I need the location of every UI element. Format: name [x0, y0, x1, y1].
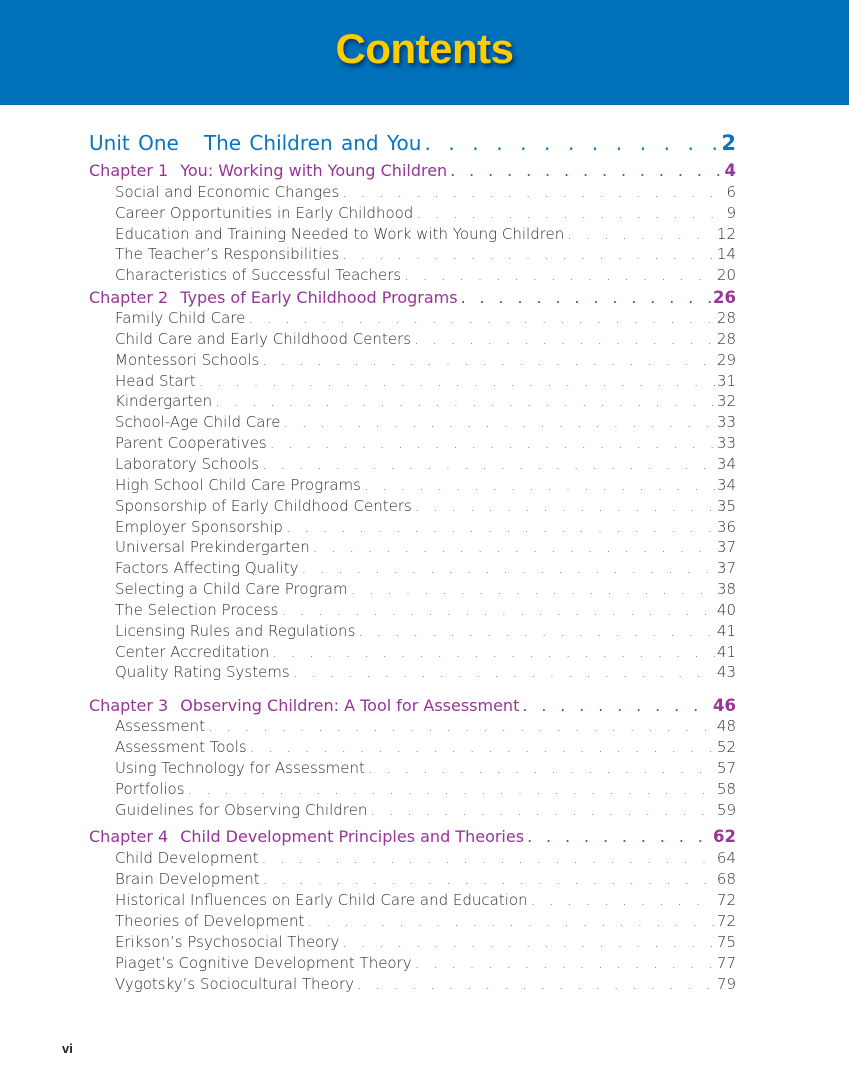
toc-section[interactable] — [115, 954, 736, 974]
chapter-page-number: 46 — [713, 696, 736, 715]
section-page-number: 77 — [716, 954, 736, 972]
section-page-number: 36 — [716, 518, 736, 536]
section-page-number: 34 — [716, 455, 736, 473]
toc-section[interactable] — [115, 330, 736, 350]
section-title: Vygotsky’s Sociocultural Theory — [115, 975, 355, 993]
section-title: Child Development — [115, 849, 259, 867]
unit-title: The Children and You — [203, 131, 422, 155]
toc-section[interactable] — [115, 225, 736, 245]
dot-leader — [281, 601, 714, 619]
section-title: Head Start — [115, 372, 196, 390]
section-page-number: 33 — [716, 434, 736, 452]
dot-leader — [342, 245, 715, 263]
chapter-page-number: 62 — [713, 827, 736, 846]
section-title: Characteristics of Successful Teachers — [115, 266, 402, 284]
section-title: Laboratory Schools — [115, 455, 260, 473]
section-page-number: 12 — [716, 225, 736, 243]
section-page-number: 35 — [716, 497, 736, 515]
dot-leader — [262, 849, 715, 867]
section-page-number: 6 — [726, 183, 736, 201]
dot-leader — [567, 225, 715, 243]
dot-leader — [414, 330, 715, 348]
toc-chapter-1[interactable] — [89, 161, 736, 181]
toc-section[interactable] — [115, 643, 736, 663]
section-page-number: 38 — [716, 580, 736, 598]
folio-page-number: vi — [62, 1041, 73, 1056]
section-page-number: 43 — [716, 663, 736, 681]
section-page-number: 33 — [716, 413, 736, 431]
dot-leader — [272, 643, 715, 661]
section-page-number: 48 — [716, 717, 736, 735]
section-page-number: 79 — [716, 975, 736, 993]
toc-section[interactable] — [115, 663, 736, 683]
toc-section[interactable] — [115, 204, 736, 224]
dot-leader — [342, 183, 724, 201]
toc-section[interactable] — [115, 392, 736, 412]
unit-label — [89, 131, 421, 155]
section-page-number: 34 — [716, 476, 736, 494]
section-page-number: 32 — [716, 392, 736, 410]
section-page-number: 28 — [716, 330, 736, 348]
dot-leader — [286, 518, 715, 536]
toc-section[interactable] — [115, 933, 736, 953]
chapter-title: Types of Early Childhood Programs — [180, 288, 458, 307]
section-title: Universal Prekindergarten — [115, 538, 310, 556]
section-title: School-Age Child Care — [115, 413, 281, 431]
section-title: Erikson’s Psychosocial Theory — [115, 933, 340, 951]
dot-leader — [370, 801, 715, 819]
dot-leader — [283, 413, 714, 431]
dot-leader — [531, 891, 715, 909]
toc-section[interactable] — [115, 245, 736, 265]
section-page-number: 37 — [716, 538, 736, 556]
section-page-number: 68 — [716, 870, 736, 888]
toc-section[interactable] — [115, 351, 736, 371]
dot-leader — [307, 912, 714, 930]
section-title: The Teacher’s Responsibilities — [115, 245, 340, 263]
dot-leader — [302, 559, 715, 577]
dot-leader — [263, 870, 715, 888]
toc-section[interactable] — [115, 738, 736, 758]
toc-section[interactable] — [115, 372, 736, 392]
section-title: Education and Training Needed to Work with Young Children — [115, 225, 565, 243]
toc-section[interactable] — [115, 891, 736, 911]
toc-section[interactable] — [115, 183, 736, 203]
section-title: Using Technology for Assessment — [115, 759, 365, 777]
toc-section[interactable] — [115, 870, 736, 890]
section-page-number: 72 — [716, 912, 736, 930]
section-page-number: 31 — [716, 372, 736, 390]
dot-leader — [250, 738, 715, 756]
contents-header-banner — [0, 0, 849, 105]
section-title: High School Child Care Programs — [115, 476, 361, 494]
toc-section[interactable] — [115, 538, 736, 558]
toc-section[interactable] — [115, 266, 736, 286]
dot-leader — [415, 954, 715, 972]
dot-leader — [270, 434, 715, 452]
section-page-number: 37 — [716, 559, 736, 577]
section-page-number: 40 — [716, 601, 736, 619]
toc-section[interactable] — [115, 518, 736, 538]
toc-section[interactable] — [115, 849, 736, 869]
dot-leader — [415, 497, 715, 515]
dot-leader — [342, 933, 714, 951]
section-title: Sponsorship of Early Childhood Centers — [115, 497, 412, 515]
toc-section[interactable] — [115, 975, 736, 995]
section-page-number: 59 — [716, 801, 736, 819]
dot-leader — [351, 580, 715, 598]
toc-unit-entry[interactable] — [89, 131, 736, 157]
chapter-number: Chapter 1 — [89, 161, 169, 180]
section-title: Employer Sponsorship — [115, 518, 283, 536]
section-title: Quality Rating Systems — [115, 663, 290, 681]
section-title: Historical Influences on Early Child Care and Education — [115, 891, 528, 909]
section-title: Family Child Care — [115, 309, 246, 327]
chapter-number: Chapter 4 — [89, 827, 169, 846]
toc-section[interactable] — [115, 559, 736, 579]
toc-chapter-4[interactable] — [89, 827, 736, 847]
toc-section[interactable] — [115, 801, 736, 821]
dot-leader — [404, 266, 715, 284]
toc-section[interactable] — [115, 476, 736, 496]
unit-number: Unit One — [89, 131, 179, 155]
section-title: Kindergarten — [115, 392, 213, 410]
chapter-number: Chapter 2 — [89, 288, 169, 307]
toc-chapter-3[interactable] — [89, 696, 736, 716]
section-title: Center Accreditation — [115, 643, 270, 661]
chapter-title: Child Development Principles and Theories — [180, 827, 525, 846]
section-page-number: 28 — [716, 309, 736, 327]
section-title: Social and Economic Changes — [115, 183, 340, 201]
toc-section[interactable] — [115, 759, 736, 779]
dot-leader — [416, 204, 724, 222]
section-page-number: 64 — [716, 849, 736, 867]
dot-leader — [450, 161, 722, 180]
dot-leader — [313, 538, 715, 556]
dot-leader — [188, 780, 715, 798]
section-title: Licensing Rules and Regulations — [115, 622, 356, 640]
unit-page-number: 2 — [721, 131, 736, 155]
toc-section[interactable] — [115, 912, 736, 932]
section-page-number: 58 — [716, 780, 736, 798]
dot-leader — [461, 288, 711, 307]
toc-section[interactable] — [115, 309, 736, 329]
section-title: Selecting a Child Care Program — [115, 580, 348, 598]
page-title: Contents — [335, 25, 514, 72]
section-page-number: 41 — [716, 643, 736, 661]
section-title: Piaget’s Cognitive Development Theory — [115, 954, 412, 972]
section-title: Career Opportunities in Early Childhood — [115, 204, 414, 222]
toc-section[interactable] — [115, 580, 736, 600]
section-title: Factors Affecting Quality — [115, 559, 299, 577]
dot-leader — [248, 309, 715, 327]
section-title: Assessment Tools — [115, 738, 247, 756]
section-title: Guidelines for Observing Children — [115, 801, 368, 819]
section-title: Portfolios — [115, 780, 185, 798]
dot-leader — [262, 351, 715, 369]
dot-leader — [215, 392, 715, 410]
toc-section[interactable] — [115, 622, 736, 642]
section-title: Montessori Schools — [115, 351, 260, 369]
dot-leader — [208, 717, 715, 735]
toc-section[interactable] — [115, 780, 736, 800]
section-title: Theories of Development — [115, 912, 305, 930]
dot-leader — [262, 455, 715, 473]
dot-leader — [199, 372, 715, 390]
section-page-number: 29 — [716, 351, 736, 369]
toc-section[interactable] — [115, 717, 736, 737]
toc-section[interactable] — [115, 497, 736, 517]
chapter-number: Chapter 3 — [89, 696, 169, 715]
toc-section[interactable] — [115, 434, 736, 454]
section-title: Parent Cooperatives — [115, 434, 267, 452]
chapter-title: You: Working with Young Children — [180, 161, 448, 180]
section-title: Child Care and Early Childhood Centers — [115, 330, 412, 348]
toc-chapter-2[interactable] — [89, 288, 736, 308]
dot-leader — [358, 622, 715, 640]
dot-leader — [368, 759, 715, 777]
section-page-number: 52 — [716, 738, 736, 756]
chapter-page-number: 4 — [724, 161, 736, 180]
section-page-number: 9 — [726, 204, 736, 222]
section-page-number: 72 — [716, 891, 736, 909]
section-page-number: 57 — [716, 759, 736, 777]
section-page-number: 41 — [716, 622, 736, 640]
toc-section[interactable] — [115, 413, 736, 433]
chapter-page-number: 26 — [713, 288, 736, 307]
chapter-title: Observing Children: A Tool for Assessment — [180, 696, 520, 715]
dot-leader — [364, 476, 715, 494]
dot-leader — [357, 975, 715, 993]
section-title: Brain Development — [115, 870, 260, 888]
toc-section[interactable] — [115, 601, 736, 621]
dot-leader — [293, 663, 715, 681]
dot-leader — [522, 696, 711, 715]
dot-leader — [424, 131, 719, 155]
section-title: Assessment — [115, 717, 205, 735]
section-page-number: 14 — [716, 245, 736, 263]
toc-section[interactable] — [115, 455, 736, 475]
dot-leader — [527, 827, 711, 846]
section-title: The Selection Process — [115, 601, 279, 619]
section-page-number: 75 — [716, 933, 736, 951]
section-page-number: 20 — [716, 266, 736, 284]
